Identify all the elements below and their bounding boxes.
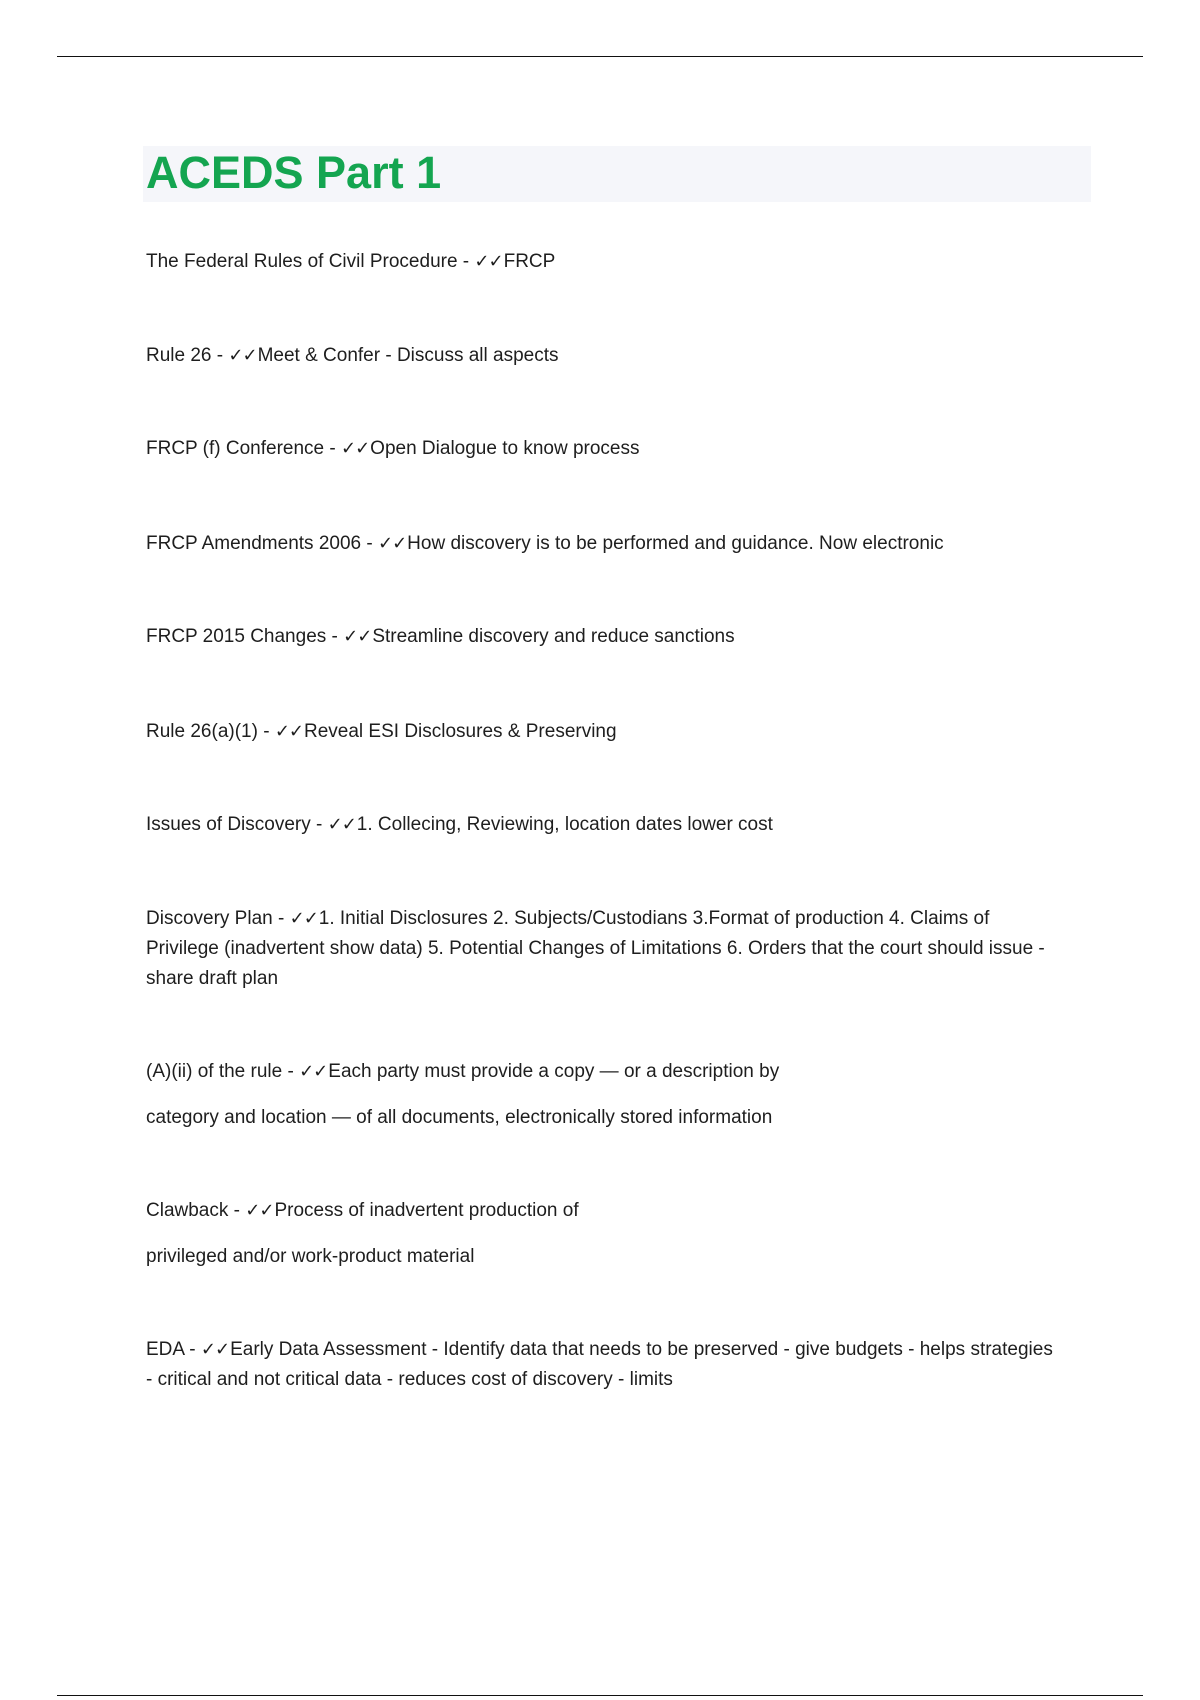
qa-term: (A)(ii) of the rule (146, 1061, 283, 1082)
qa-separator: - (361, 533, 378, 554)
qa-answer-continuation: privileged and/or work-product material (146, 1246, 475, 1267)
qa-item-rule-26a1 (146, 717, 1056, 747)
double-check-icon: ✓✓ (274, 721, 303, 742)
qa-item-issues-of-discovery (146, 810, 1056, 840)
qa-item-clawback (146, 1196, 1056, 1272)
qa-separator: - (272, 908, 290, 929)
qa-separator: - (326, 626, 344, 647)
qa-separator: - (184, 1339, 201, 1360)
qa-line (146, 1335, 1059, 1395)
qa-separator: - (228, 1200, 246, 1221)
qa-answer: 1. Collecing, Reviewing, location dates lower cost (356, 814, 773, 835)
bottom-page-rule (57, 1695, 1143, 1696)
qa-line (146, 247, 1056, 277)
qa-line (146, 622, 1056, 652)
qa-term: FRCP Amendments 2006 (146, 533, 362, 554)
double-check-icon: ✓✓ (200, 1339, 230, 1360)
qa-separator: - (324, 438, 341, 459)
qa-term: Clawback (146, 1200, 229, 1221)
qa-answer: Reveal ESI Disclosures & Preserving (304, 721, 617, 742)
qa-answer: FRCP (503, 251, 556, 272)
qa-answer: Early Data Assessment - Identify data that needs to be preserved - give budgets - helps strategies - critical and not critical data - reduces cost of discovery - limits (146, 1339, 1059, 1390)
qa-item-federal-rules (146, 247, 1056, 277)
double-check-icon: ✓✓ (474, 251, 503, 272)
qa-term: Issues of Discovery (146, 814, 311, 835)
qa-separator: - (257, 721, 275, 742)
qa-separator: - (457, 251, 475, 272)
qa-answer: Process of inadvertent production of (274, 1200, 579, 1221)
qa-item-frcp-2015-changes (146, 622, 1056, 652)
qa-line (146, 341, 1056, 371)
qa-term: EDA (146, 1339, 185, 1360)
double-check-icon: ✓✓ (341, 438, 370, 459)
qa-term: FRCP (f) Conference (146, 438, 325, 459)
qa-separator: - (310, 814, 328, 835)
qa-item-eda (146, 1335, 1059, 1395)
qa-term: FRCP 2015 Changes (146, 626, 327, 647)
document-title: ACEDS Part 1 (146, 147, 442, 198)
qa-line (146, 717, 1056, 747)
qa-term: The Federal Rules of Civil Procedure (146, 251, 458, 272)
qa-answer: 1. Initial Disclosures 2. Subjects/Custodians 3.Format of production 4. Claims of Privilege (inadvertent show data) 5. Potential Changes of Limitations 6. Orders that the court should issue - share draft plan (146, 908, 1051, 989)
double-check-icon: ✓✓ (289, 908, 318, 929)
qa-answer: Meet & Confer - Discuss all aspects (257, 345, 559, 366)
qa-item-frcp-amendments-2006 (146, 529, 1056, 559)
double-check-icon: ✓✓ (245, 1200, 274, 1221)
qa-line (146, 1196, 1056, 1226)
qa-term: Rule 26 (146, 345, 212, 366)
qa-answer: How discovery is to be performed and guidance. Now electronic (407, 533, 944, 554)
double-check-icon: ✓✓ (343, 626, 372, 647)
double-check-icon: ✓✓ (299, 1061, 328, 1082)
qa-line (146, 434, 1056, 464)
qa-answer: Streamline discovery and reduce sanctions (372, 626, 735, 647)
qa-item-frcp-f-conference (146, 434, 1056, 464)
double-check-icon: ✓✓ (228, 345, 257, 366)
qa-line (146, 1057, 1056, 1087)
qa-line (146, 904, 1056, 994)
qa-line (146, 810, 1056, 840)
qa-answer: Open Dialogue to know process (370, 438, 640, 459)
qa-item-a-ii-of-the-rule (146, 1057, 1056, 1133)
qa-separator: - (211, 345, 229, 366)
qa-item-discovery-plan (146, 904, 1056, 994)
top-page-rule (57, 56, 1143, 57)
qa-line (146, 529, 1056, 559)
qa-separator: - (282, 1061, 300, 1082)
qa-item-rule-26 (146, 341, 1056, 371)
double-check-icon: ✓✓ (327, 814, 356, 835)
qa-answer: Each party must provide a copy — or a description by (328, 1061, 780, 1082)
qa-term: Rule 26(a)(1) (146, 721, 258, 742)
qa-term: Discovery Plan (146, 908, 273, 929)
qa-answer-continuation: category and location — of all documents, electronically stored information (146, 1107, 773, 1128)
double-check-icon: ✓✓ (378, 533, 407, 554)
